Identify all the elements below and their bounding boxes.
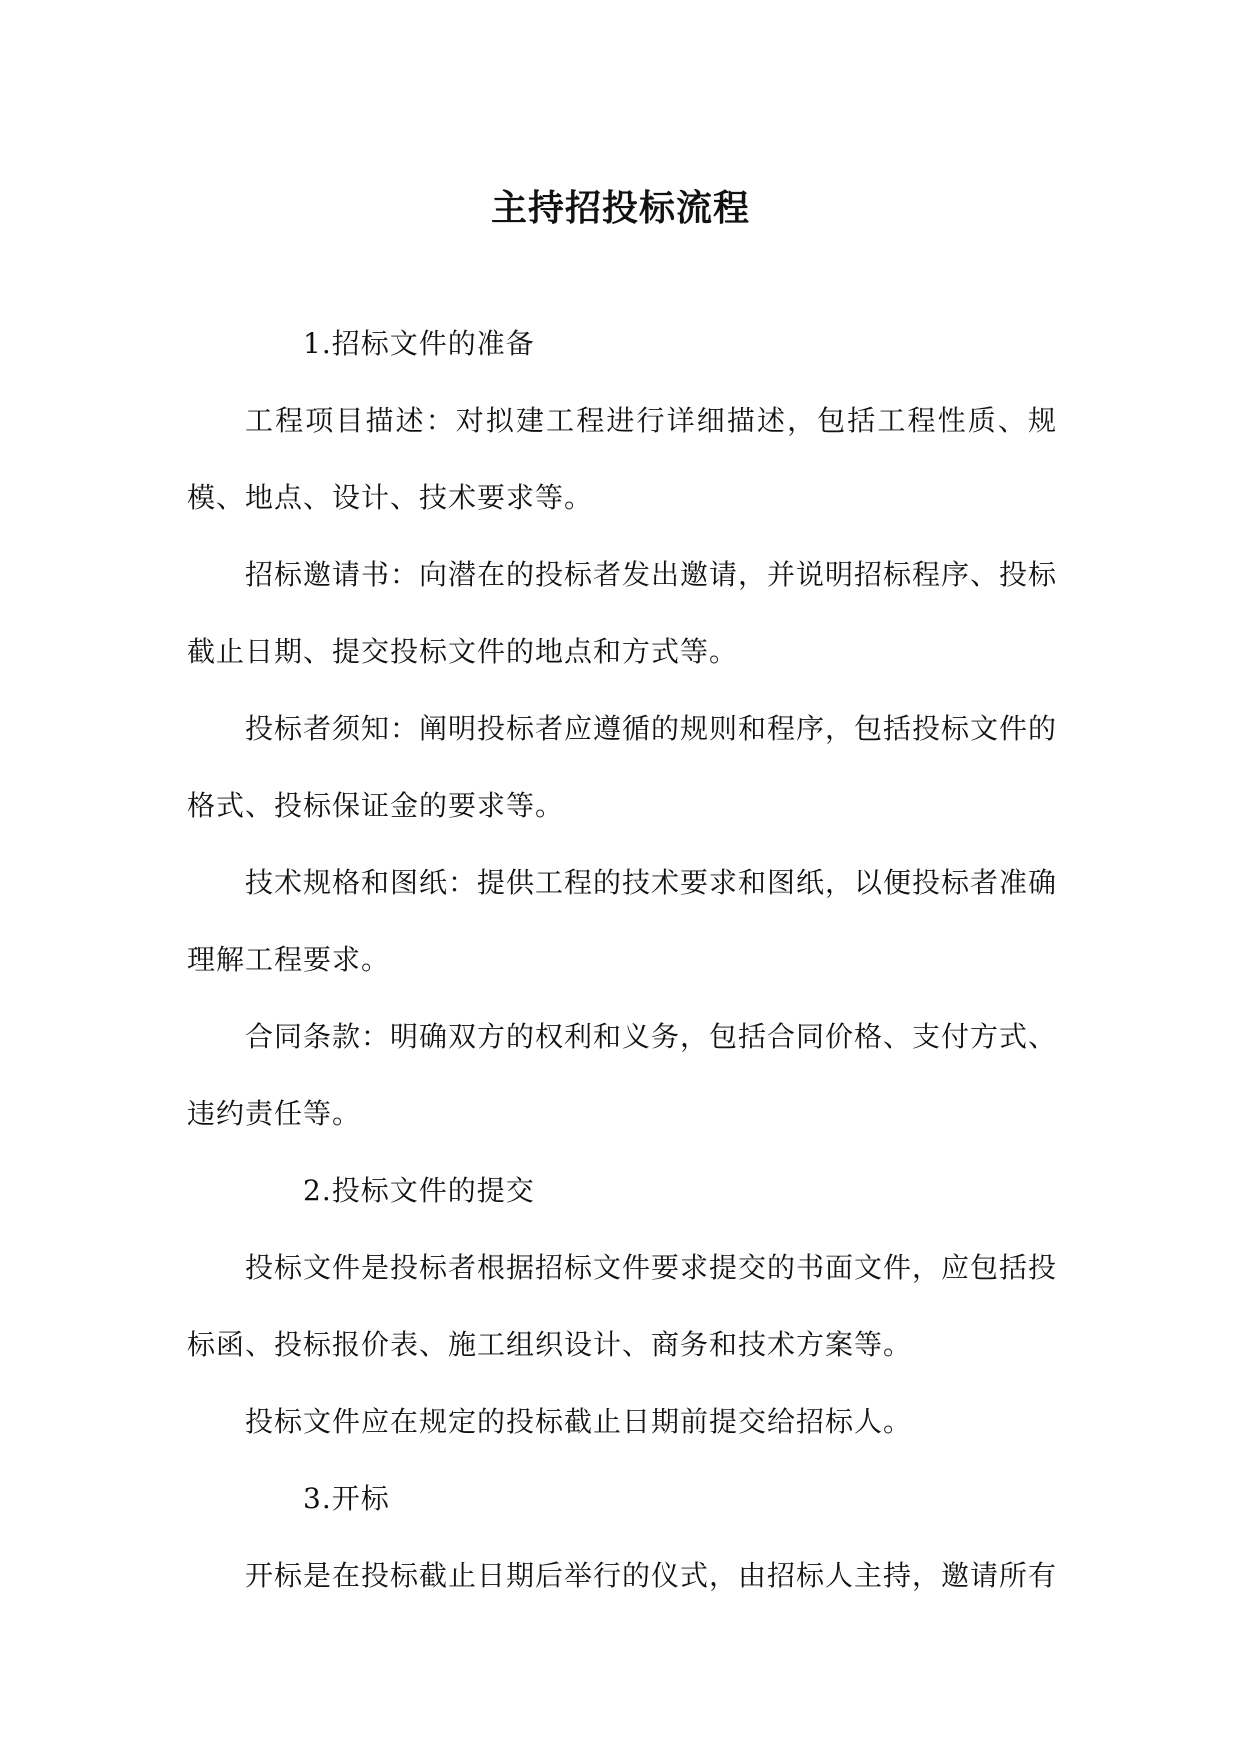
section-number: 1. bbox=[303, 327, 332, 360]
paragraph: 投标文件应在规定的投标截止日期前提交给招标人。 bbox=[245, 1405, 913, 1438]
section-heading-text: 开标 bbox=[331, 1482, 390, 1515]
section-heading bbox=[187, 1460, 1057, 1537]
paragraph: 招标邀请书：向潜在的投标者发出邀请，并说明招标程序、投标截止日期、提交投标文件的地点和方式等。 bbox=[187, 558, 1058, 668]
paragraph: 投标文件是投标者根据招标文件要求提交的书面文件，应包括投标函、投标报价表、施工组织设计、商务和技术方案等。 bbox=[187, 1251, 1058, 1361]
section-heading bbox=[187, 1152, 1057, 1229]
section-number: 2. bbox=[303, 1174, 332, 1207]
paragraph: 投标者须知：阐明投标者应遵循的规则和程序，包括投标文件的格式、投标保证金的要求等。 bbox=[187, 712, 1058, 822]
document-body bbox=[187, 305, 1057, 1614]
section-heading bbox=[187, 305, 1057, 382]
section-heading-text: 招标文件的准备 bbox=[331, 327, 535, 360]
section-heading-text: 投标文件的提交 bbox=[331, 1174, 535, 1207]
section-number: 3. bbox=[303, 1482, 332, 1515]
paragraph: 开标是在投标截止日期后举行的仪式，由招标人主持，邀请所有 bbox=[245, 1559, 1058, 1592]
paragraph: 合同条款：明确双方的权利和义务，包括合同价格、支付方式、违约责任等。 bbox=[187, 1020, 1058, 1130]
page-title: 主持招投标流程 bbox=[490, 188, 750, 229]
paragraph: 工程项目描述：对拟建工程进行详细描述，包括工程性质、规模、地点、设计、技术要求等。 bbox=[187, 404, 1057, 514]
paragraph: 技术规格和图纸：提供工程的技术要求和图纸，以便投标者准确理解工程要求。 bbox=[187, 866, 1058, 976]
